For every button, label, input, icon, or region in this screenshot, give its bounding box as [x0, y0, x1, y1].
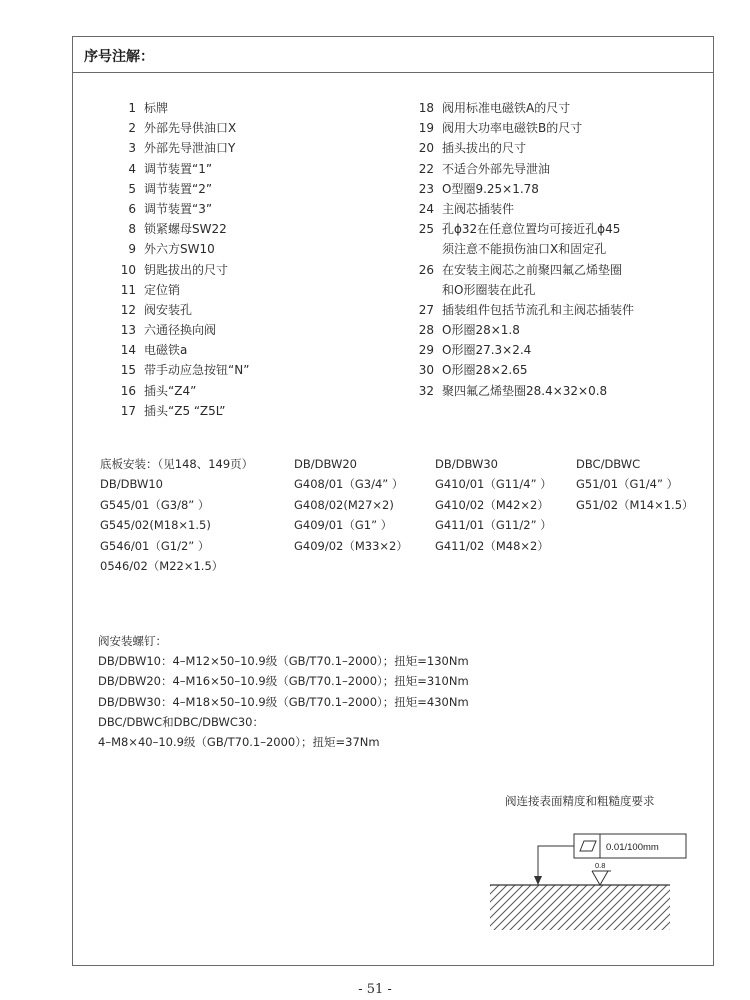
legend-text: 外部先导供油口X	[144, 121, 237, 136]
base-plate-item: G409/02（M33×2）	[294, 538, 408, 553]
legend-text: 六通径换向阀	[144, 323, 217, 338]
base-plate-item: G411/02（M48×2）	[435, 538, 549, 553]
legend-number: 9	[128, 242, 136, 257]
base-plate-item: DB/DBW10	[100, 477, 163, 492]
base-plate-item: G51/01（G1/4” ）	[576, 477, 679, 492]
legend-number: 29	[418, 343, 434, 358]
screw-spec-line: DB/DBW30：4–M18×50–10.9级（GB/T70.1–2000）；扭矩=430Nm	[98, 694, 469, 709]
legend-text: 插头“Z5 “Z5L”	[144, 403, 226, 418]
legend-number: 16	[120, 383, 136, 398]
base-plate-heading: 底板安装：（见148、149页）	[100, 457, 254, 471]
workpiece-hatch	[490, 885, 670, 930]
legend-number: 22	[418, 161, 434, 176]
screw-spec-line: DB/DBW10：4–M12×50–10.9级（GB/T70.1–2000）；扭矩=130Nm	[98, 654, 469, 669]
leader-arrow	[534, 876, 542, 885]
base-plate-heading: DB/DBW30	[435, 457, 498, 471]
screw-spec-line: DB/DBW20：4–M16×50–10.9级（GB/T70.1–2000）；扭矩=310Nm	[98, 674, 469, 689]
legend-text: 带手动应急按钮“N”	[144, 363, 250, 378]
legend-number: 3	[128, 141, 136, 156]
legend-number: 30	[418, 363, 434, 378]
legend-text: 须注意不能损伤油口X和固定孔	[442, 242, 607, 257]
base-plate-heading: DB/DBW20	[294, 457, 357, 471]
base-plate-item: G546/01（G1/2” ）	[100, 538, 210, 553]
flatness-value: 0.01/100mm	[606, 842, 659, 853]
legend-number: 6	[128, 201, 136, 216]
legend-number: 23	[418, 181, 434, 196]
roughness-symbol-icon	[592, 871, 608, 885]
base-plate-item: G545/02(M18×1.5)	[100, 518, 211, 533]
screw-spec-line: DBC/DBWC和DBC/DBWC30：	[98, 714, 264, 729]
legend-text: 外部先导泄油口Y	[144, 141, 236, 156]
base-plate-item: G51/02（M14×1.5）	[576, 497, 694, 512]
legend-number: 18	[418, 101, 434, 115]
legend-number: 12	[120, 302, 136, 317]
legend-number: 1	[128, 101, 136, 115]
page-number: - 51 -	[358, 982, 392, 997]
legend-number: 25	[418, 222, 434, 237]
legend-text: 钥匙拔出的尺寸	[144, 262, 229, 277]
base-plate-heading: DBC/DBWC	[576, 457, 641, 471]
base-plate-item: G408/01（G3/4” ）	[294, 477, 404, 492]
legend-text: 外六方SW10	[144, 242, 215, 257]
legend-number: 13	[120, 323, 136, 338]
legend-text: O形圈27.3×2.4	[442, 343, 532, 358]
legend-text: 定位销	[144, 282, 181, 297]
legend-number: 17	[120, 403, 136, 418]
legend-text: 聚四氟乙烯垫圈28.4×32×0.8	[442, 383, 608, 398]
legend-text: 调节装置“1”	[144, 161, 213, 176]
legend-number: 32	[418, 383, 434, 398]
legend-number: 5	[128, 181, 136, 196]
legend-text: 插头拔出的尺寸	[442, 141, 527, 156]
legend-number: 26	[418, 262, 434, 277]
legend-number: 15	[120, 363, 136, 378]
legend-text: O形圈28×1.8	[442, 323, 520, 338]
legend-text: 在安装主阀芯之前聚四氟乙烯垫圈	[442, 262, 623, 277]
base-plate-item: G545/01（G3/8” ）	[100, 497, 210, 512]
legend-text: 和O形圈装在此孔	[442, 282, 536, 297]
legend-number: 24	[418, 201, 434, 216]
legend-number: 10	[120, 262, 136, 277]
screw-spec-line: 4–M8×40–10.9级（GB/T70.1–2000）；扭矩=37Nm	[98, 734, 380, 749]
legend-number: 27	[418, 302, 434, 317]
base-plate-item: G410/02（M42×2）	[435, 497, 549, 512]
legend-text: 主阀芯插装件	[442, 201, 515, 216]
page-title: 序号注解：	[84, 49, 154, 65]
legend-number: 4	[128, 161, 136, 176]
legend-text: O形圈28×2.65	[442, 363, 528, 378]
legend-text: 阀用大功率电磁铁B的尺寸	[442, 121, 583, 136]
legend-text: 调节装置“2”	[144, 181, 213, 196]
legend-number: 14	[120, 343, 136, 358]
roughness-caption: 阀连接表面精度和粗糙度要求	[505, 794, 655, 808]
legend-text: 孔ϕ32在任意位置均可接近孔ϕ45	[442, 222, 621, 237]
legend-text: 插头“Z4”	[144, 383, 197, 398]
legend-text: 不适合外部先导泄油	[442, 161, 551, 176]
base-plate-item: G409/01（G1” ）	[294, 518, 393, 533]
roughness-ra-value: 0.8	[595, 861, 606, 870]
legend-text: O型圈9.25×1.78	[442, 181, 539, 196]
legend-number: 19	[418, 121, 434, 136]
legend-number: 28	[418, 323, 434, 338]
legend-text: 电磁铁a	[144, 343, 188, 358]
base-plate-item: G408/02(M27×2)	[294, 497, 394, 512]
legend-number: 2	[128, 121, 136, 136]
leader-line	[538, 846, 574, 885]
base-plate-item: G411/01（G11/2” ）	[435, 518, 552, 533]
screws-heading: 阀安装螺钉：	[98, 634, 167, 648]
base-plate-item: 0546/02（M22×1.5）	[100, 558, 224, 573]
legend-number: 20	[418, 141, 434, 156]
legend-number: 11	[120, 282, 136, 297]
legend-text: 阀用标准电磁铁A的尺寸	[442, 101, 571, 115]
legend-text: 标牌	[144, 101, 169, 115]
legend-text: 锁紧螺母SW22	[144, 222, 227, 237]
legend-number: 8	[128, 222, 136, 237]
legend-text: 阀安装孔	[144, 302, 193, 317]
legend-text: 调节装置“3”	[144, 201, 213, 216]
base-plate-item: G410/01（G11/4” ）	[435, 477, 552, 492]
legend-text: 插装组件包括节流孔和主阀芯插装件	[442, 302, 635, 317]
